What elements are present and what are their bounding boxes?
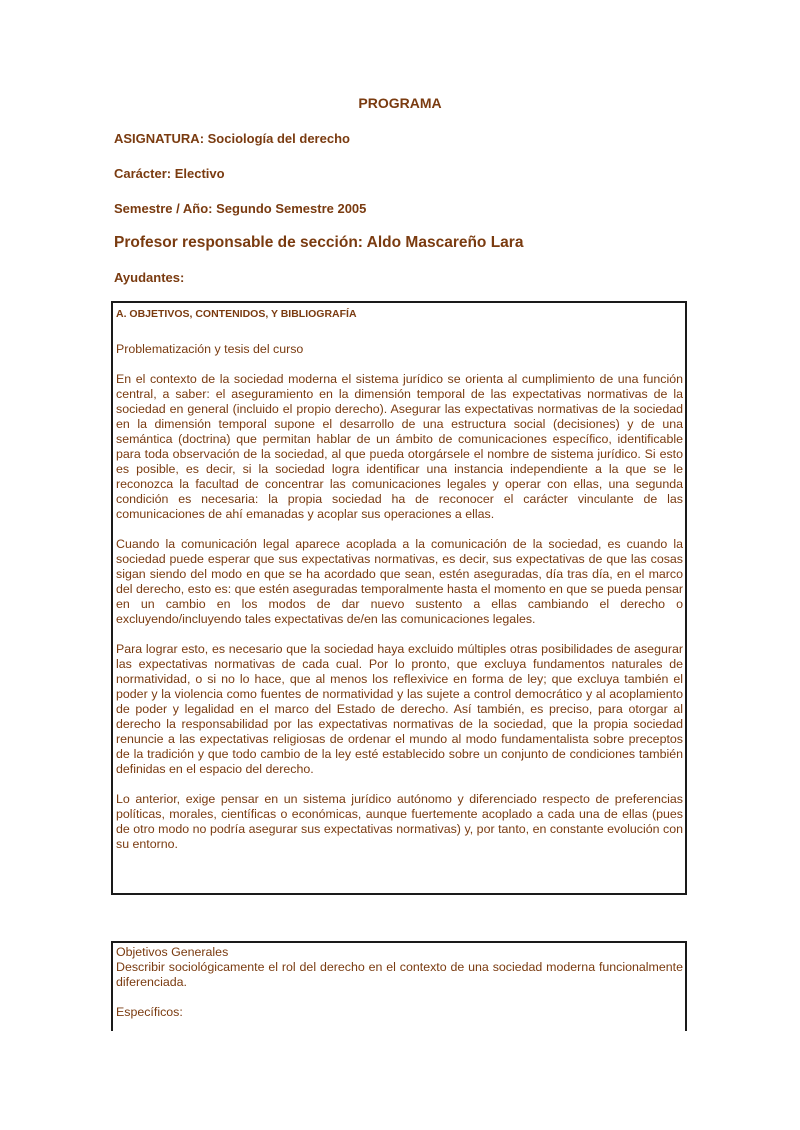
semester-line: Semestre / Año: Segundo Semestre 2005 — [114, 201, 367, 216]
objectives-contents-box — [111, 301, 687, 895]
character-line: Carácter: Electivo — [114, 166, 225, 181]
general-objectives-title: Objetivos Generales — [116, 945, 229, 959]
subject-line: ASIGNATURA: Sociología del derecho — [114, 131, 350, 146]
assistants-line: Ayudantes: — [114, 270, 185, 285]
paragraph: Lo anterior, exige pensar en un sistema jurídico autónomo y diferenciado respecto de preferencias políticas, morales, científicas o económicas, aunque fuertemente acoplado a cada una de ellas (pues de otro modo no podría asegurar sus expectativas normativas) y, por tanto, en constante evolución con su entorno. — [116, 792, 683, 851]
specific-objectives-label: Específicos: — [116, 1005, 183, 1019]
course-thesis-heading: Problematización y tesis del curso — [116, 342, 304, 356]
general-objectives-box — [111, 941, 687, 1031]
paragraph: En el contexto de la sociedad moderna el sistema jurídico se orienta al cumplimiento de una función central, a saber: el aseguramiento en la dimensión temporal de las expectativas normativas de la sociedad en general (incluido el propio derecho). Asegurar las expectativas normativas de la sociedad en la dimensión temporal supone el desarrollo de una estructura social (decisiones) y de una semántica (doctrina) que permitan hablar de un ámbito de comunicaciones específico, identificable para toda observación de la sociedad, al que pueda otorgársele el nombre de sistema jurídico. Si esto es posible, es decir, si la sociedad logra identificar una instancia independiente a la que se le reconozca la facultad de concentrar las comunicaciones legales y operar con ellas, una segunda condición es necesaria: la propia sociedad ha de reconocer el carácter vinculante de las comunicaciones de ahí emanadas y acoplar sus operaciones a ellas. — [116, 372, 683, 521]
section-a-heading: A. OBJETIVOS, CONTENIDOS, Y BIBLIOGRAFÍA — [116, 308, 357, 320]
page-title: PROGRAMA — [358, 95, 442, 111]
professor-line: Profesor responsable de sección: Aldo Mascareño Lara — [114, 234, 524, 251]
paragraph: Cuando la comunicación legal aparece acoplada a la comunicación de la sociedad, es cuando la sociedad puede esperar que sus expectativas normativas, es decir, sus expectativas de que las cosas sigan siendo del modo en que se ha acordado que sean, estén aseguradas, día tras día, en el marco del derecho, esto es: que estén aseguradas temporalmente hasta el momento en que se pueda pensar en un cambio en los modos de dar nuevo sustento a ellas cambiando el derecho o excluyendo/incluyendo tales expectativas de/en las comunicaciones legales. — [116, 537, 683, 626]
general-objectives-text: Describir sociológicamente el rol del derecho en el contexto de una sociedad moderna funcionalmente diferenciada. — [116, 960, 683, 989]
paragraph: Para lograr esto, es necesario que la sociedad haya excluido múltiples otras posibilidades de asegurar las expectativas normativas de cada cual. Por lo pronto, que excluya fundamentos naturales de normatividad, o si no lo hace, que al menos los reflexivice en forma de ley; que excluya también el poder y la violencia como fuentes de normatividad y las sujete a control democrático y al acoplamiento de poder y legalidad en el marco del Estado de derecho. Así también, es preciso, para otorgar al derecho la responsabilidad por las expectativas normativas de la sociedad, que la propia sociedad renuncie a las expectativas religiosas de ordenar el mundo al modo fundamentalista sobre preceptos de la tradición y que todo cambio de la ley esté establecido sobre un conjunto de condiciones también definidas en el espacio del derecho. — [116, 642, 683, 776]
